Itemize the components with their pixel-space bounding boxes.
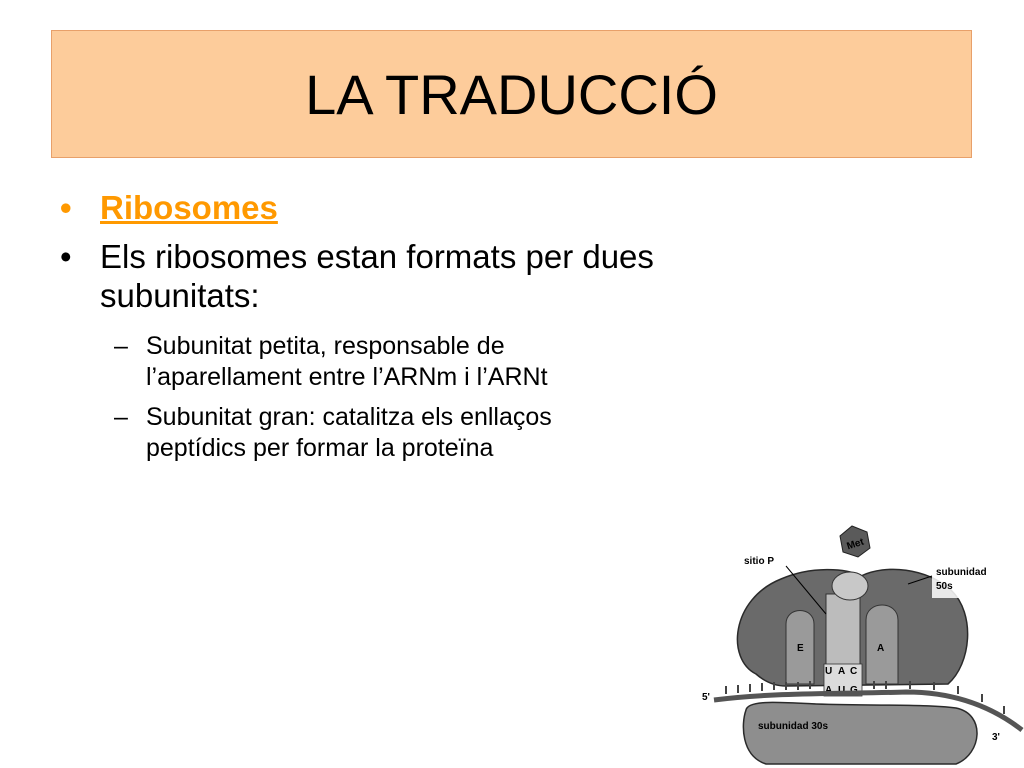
sub-bullet-small-subunit [58,331,646,393]
bullet-subunits [58,237,658,315]
subunidad-50s-label-2: 50s [936,581,953,592]
five-prime-label: 5' [702,692,710,703]
three-prime-label: 3' [992,732,1000,743]
anticodon-a: A [838,666,846,677]
small-subunit-shape [743,702,977,764]
large-subunit-text: Subunitat gran: catalitza els enllaços peptídics per formar la proteïna [146,403,552,462]
slide-content [58,188,658,473]
ribosome-figure [686,524,1024,768]
ribosomes-heading: Ribosomes [100,189,278,226]
codon-u: U [838,685,846,696]
dash-glyph: – [114,403,128,431]
subunidad-50s-label-1: subunidad [936,567,987,578]
met-label: Met [845,536,866,553]
title-box [51,30,972,158]
e-site-label: E [797,643,804,654]
dash-glyph: – [114,332,128,360]
bullet-glyph: • [60,189,72,226]
bullet-ribosomes [58,188,658,227]
bullet-glyph: • [60,238,72,275]
sub-bullet-large-subunit [58,402,646,464]
anticodon-c: C [850,666,858,677]
sitio-p-label: sitio P [744,556,775,567]
trna-body [826,594,860,666]
bullet-subunits-text: Els ribosomes estan formats per dues subunitats: [100,238,654,314]
codon-g: G [850,685,858,696]
anticodon-u: U [825,666,833,677]
slide-title: LA TRADUCCIÓ [305,62,718,126]
subunidad-30s-label: subunidad 30s [758,721,829,732]
ribosome-diagram [686,524,1024,768]
codon-a: A [825,685,833,696]
trna-top [832,572,868,600]
a-site-label: A [877,643,885,654]
small-subunit-text: Subunitat petita, responsable de l’aparellament entre l’ARNm i l’ARNt [146,332,548,391]
